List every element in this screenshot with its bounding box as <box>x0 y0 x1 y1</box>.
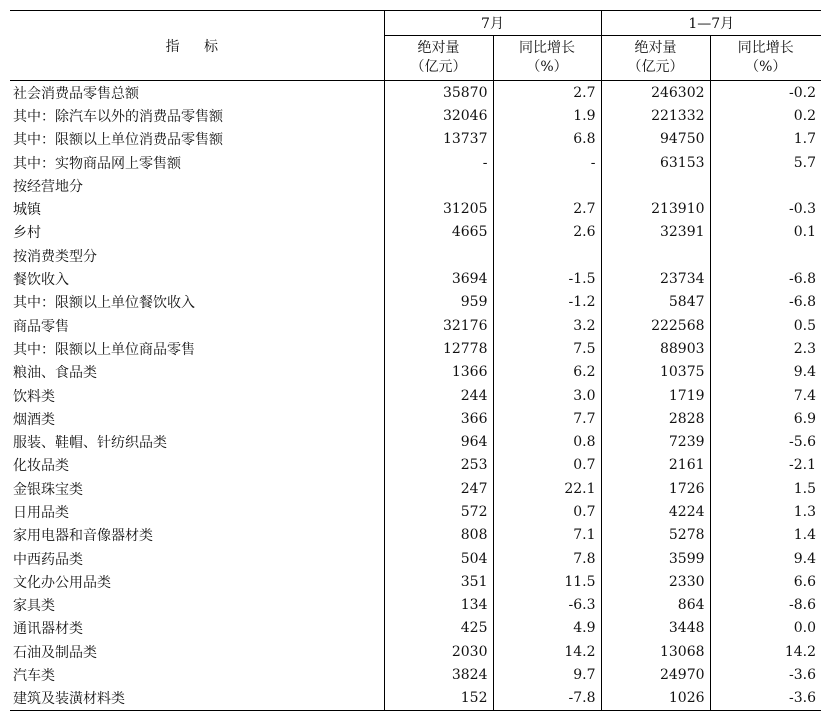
cell-growth-jan-july: -0.2 <box>710 81 821 105</box>
column-header-line2: （亿元） <box>627 59 684 75</box>
table-row <box>10 384 821 407</box>
cell-absolute-july: 351 <box>384 570 493 593</box>
column-header-line2: （%） <box>526 59 568 75</box>
cell-growth-july: 7.7 <box>493 407 601 430</box>
cell-growth-jan-july: 7.4 <box>710 384 821 407</box>
cell-absolute-jan-july: 2330 <box>601 570 710 593</box>
row-label: 家用电器和音像器材类 <box>13 528 153 545</box>
table-row <box>10 594 821 617</box>
cell-absolute-jan-july: 2161 <box>601 454 710 477</box>
row-label: 其中：限额以上单位商品零售 <box>13 341 195 358</box>
cell-growth-july: 11.5 <box>493 570 601 593</box>
cell-growth-july <box>493 244 601 267</box>
table-row <box>10 267 821 290</box>
cell-absolute-july: 12778 <box>384 337 493 360</box>
table-row <box>10 197 821 220</box>
cell-absolute-jan-july: 5278 <box>601 524 710 547</box>
cell-absolute-jan-july: 213910 <box>601 197 710 220</box>
cell-growth-july: -7.8 <box>493 687 601 711</box>
row-label: 日用品类 <box>13 504 69 521</box>
cell-absolute-july: 152 <box>384 687 493 711</box>
cell-absolute-jan-july: 23734 <box>601 267 710 290</box>
cell-growth-jan-july: -5.6 <box>710 430 821 453</box>
cell-absolute-jan-july: 1026 <box>601 687 710 711</box>
cell-absolute-july: 959 <box>384 291 493 314</box>
cell-absolute-jan-july: 32391 <box>601 221 710 244</box>
cell-growth-jan-july: 1.3 <box>710 500 821 523</box>
cell-absolute-jan-july: 1726 <box>601 477 710 500</box>
cell-growth-jan-july: 1.7 <box>710 128 821 151</box>
cell-absolute-jan-july: 2828 <box>601 407 710 430</box>
row-label: 其中：实物商品网上零售额 <box>13 155 181 172</box>
row-label: 粮油、食品类 <box>13 365 97 382</box>
cell-growth-jan-july: 1.5 <box>710 477 821 500</box>
cell-absolute-july: 3694 <box>384 267 493 290</box>
cell-growth-july: 0.8 <box>493 430 601 453</box>
table-row <box>10 361 821 384</box>
cell-growth-jan-july: 5.7 <box>710 151 821 174</box>
cell-absolute-jan-july <box>601 174 710 197</box>
cell-growth-july: 2.6 <box>493 221 601 244</box>
cell-growth-jan-july: -0.3 <box>710 197 821 220</box>
table-row <box>10 128 821 151</box>
cell-absolute-jan-july: 88903 <box>601 337 710 360</box>
column-header-line1: 同比增长 <box>519 40 575 56</box>
cell-absolute-jan-july: 7239 <box>601 430 710 453</box>
row-label: 饮料类 <box>13 388 55 405</box>
row-label: 家具类 <box>13 598 55 615</box>
cell-absolute-july: 4665 <box>384 221 493 244</box>
table-row <box>10 221 821 244</box>
cell-absolute-july: 244 <box>384 384 493 407</box>
cell-absolute-july: 425 <box>384 617 493 640</box>
cell-absolute-july <box>384 174 493 197</box>
cell-absolute-jan-july: 3448 <box>601 617 710 640</box>
cell-growth-jan-july: 0.1 <box>710 221 821 244</box>
cell-growth-jan-july: -8.6 <box>710 594 821 617</box>
cell-growth-july: 7.5 <box>493 337 601 360</box>
row-label: 中西药品类 <box>13 551 83 568</box>
cell-growth-jan-july: 2.3 <box>710 337 821 360</box>
retail-sales-table <box>10 10 821 711</box>
cell-growth-july: 0.7 <box>493 454 601 477</box>
column-header-line1: 绝对量 <box>634 40 677 56</box>
cell-absolute-july: 35870 <box>384 81 493 105</box>
cell-absolute-july: 32046 <box>384 104 493 127</box>
table-row <box>10 151 821 174</box>
row-label: 按经营地分 <box>13 178 83 195</box>
row-label: 化妆品类 <box>13 458 69 475</box>
cell-growth-july: -1.2 <box>493 291 601 314</box>
cell-growth-july <box>493 174 601 197</box>
cell-absolute-jan-july: 5847 <box>601 291 710 314</box>
cell-absolute-july: 247 <box>384 477 493 500</box>
cell-absolute-july <box>384 244 493 267</box>
cell-absolute-jan-july: 94750 <box>601 128 710 151</box>
cell-growth-jan-july: 6.6 <box>710 570 821 593</box>
period-header-jan-july: 1—7月 <box>601 11 821 36</box>
table-row <box>10 244 821 267</box>
table-row <box>10 524 821 547</box>
cell-absolute-jan-july: 1719 <box>601 384 710 407</box>
table-row <box>10 454 821 477</box>
cell-growth-jan-july: 0.2 <box>710 104 821 127</box>
cell-absolute-july: 2030 <box>384 640 493 663</box>
cell-growth-july: 4.9 <box>493 617 601 640</box>
column-header-line2: （%） <box>745 59 787 75</box>
row-label: 社会消费品零售总额 <box>13 85 139 102</box>
cell-absolute-july: 13737 <box>384 128 493 151</box>
row-label: 其中：限额以上单位消费品零售额 <box>13 132 223 149</box>
table-row <box>10 104 821 127</box>
indicator-header: 指 标 <box>10 11 384 81</box>
cell-growth-jan-july: -3.6 <box>710 663 821 686</box>
cell-growth-july: 2.7 <box>493 197 601 220</box>
row-label: 按消费类型分 <box>13 248 97 265</box>
cell-growth-july: 6.8 <box>493 128 601 151</box>
cell-absolute-july: 366 <box>384 407 493 430</box>
table-row <box>10 617 821 640</box>
table-row <box>10 174 821 197</box>
cell-absolute-jan-july <box>601 244 710 267</box>
cell-absolute-jan-july: 24970 <box>601 663 710 686</box>
row-label: 城镇 <box>13 202 41 219</box>
column-header-line1: 同比增长 <box>737 40 794 56</box>
cell-growth-july: 3.2 <box>493 314 601 337</box>
table-row <box>10 663 821 686</box>
cell-growth-july: 6.2 <box>493 361 601 384</box>
cell-growth-july: 14.2 <box>493 640 601 663</box>
cell-growth-jan-july: 9.4 <box>710 547 821 570</box>
cell-absolute-july: 253 <box>384 454 493 477</box>
table-row <box>10 477 821 500</box>
column-header-absolute-july <box>384 36 493 81</box>
period-header-july: 7月 <box>384 11 601 36</box>
column-header-absolute-jan-july <box>601 36 710 81</box>
row-label: 服装、鞋帽、针纺织品类 <box>13 435 167 452</box>
cell-absolute-jan-july: 222568 <box>601 314 710 337</box>
table-body <box>10 81 821 711</box>
cell-absolute-jan-july: 63153 <box>601 151 710 174</box>
row-label: 烟酒类 <box>13 411 55 428</box>
table-row <box>10 407 821 430</box>
row-label: 建筑及装潢材料类 <box>10 687 384 711</box>
cell-growth-jan-july: 14.2 <box>710 640 821 663</box>
cell-growth-jan-july: -6.8 <box>710 291 821 314</box>
cell-growth-july: -1.5 <box>493 267 601 290</box>
table-row <box>10 314 821 337</box>
cell-growth-july: 22.1 <box>493 477 601 500</box>
cell-growth-july: 3.0 <box>493 384 601 407</box>
cell-growth-july: 1.9 <box>493 104 601 127</box>
row-label: 餐饮收入 <box>13 272 69 289</box>
cell-growth-july: -6.3 <box>493 594 601 617</box>
cell-growth-jan-july <box>710 174 821 197</box>
row-label: 其中：限额以上单位餐饮收入 <box>13 295 195 312</box>
cell-absolute-july: - <box>384 151 493 174</box>
cell-growth-jan-july: 1.4 <box>710 524 821 547</box>
table-row <box>10 547 821 570</box>
table-row <box>10 430 821 453</box>
table-row <box>10 337 821 360</box>
table-row <box>10 291 821 314</box>
cell-absolute-jan-july: 13068 <box>601 640 710 663</box>
table-row <box>10 570 821 593</box>
cell-growth-jan-july: 9.4 <box>710 361 821 384</box>
cell-growth-jan-july: -3.6 <box>710 687 821 711</box>
cell-absolute-jan-july: 864 <box>601 594 710 617</box>
row-label: 其中：除汽车以外的消费品零售额 <box>13 108 223 125</box>
column-header-line1: 绝对量 <box>417 40 460 56</box>
cell-growth-jan-july: -6.8 <box>710 267 821 290</box>
cell-absolute-july: 31205 <box>384 197 493 220</box>
table-header <box>10 11 821 81</box>
row-label: 石油及制品类 <box>13 644 97 661</box>
row-label: 金银珠宝类 <box>13 481 83 498</box>
row-label: 文化办公用品类 <box>13 574 111 591</box>
cell-growth-july: 9.7 <box>493 663 601 686</box>
cell-absolute-july: 3824 <box>384 663 493 686</box>
cell-absolute-july: 134 <box>384 594 493 617</box>
cell-growth-jan-july: 6.9 <box>710 407 821 430</box>
row-label: 商品零售 <box>13 318 69 335</box>
cell-growth-jan-july: 0.0 <box>710 617 821 640</box>
cell-growth-july: 0.7 <box>493 500 601 523</box>
cell-absolute-jan-july: 221332 <box>601 104 710 127</box>
cell-absolute-jan-july: 4224 <box>601 500 710 523</box>
table-row <box>10 500 821 523</box>
table-row <box>10 81 821 105</box>
cell-growth-jan-july: -2.1 <box>710 454 821 477</box>
table-row <box>10 687 821 711</box>
cell-absolute-july: 808 <box>384 524 493 547</box>
cell-growth-july: 7.8 <box>493 547 601 570</box>
cell-absolute-july: 964 <box>384 430 493 453</box>
row-label: 乡村 <box>13 225 41 242</box>
cell-absolute-jan-july: 246302 <box>601 81 710 105</box>
table-row <box>10 640 821 663</box>
cell-absolute-jan-july: 10375 <box>601 361 710 384</box>
cell-growth-july: - <box>493 151 601 174</box>
cell-growth-july: 7.1 <box>493 524 601 547</box>
cell-absolute-july: 32176 <box>384 314 493 337</box>
column-header-line2: （亿元） <box>410 59 467 75</box>
cell-absolute-july: 572 <box>384 500 493 523</box>
cell-growth-july: 2.7 <box>493 81 601 105</box>
cell-growth-jan-july: 0.5 <box>710 314 821 337</box>
cell-absolute-july: 1366 <box>384 361 493 384</box>
cell-growth-jan-july <box>710 244 821 267</box>
column-header-growth-jan-july <box>710 36 821 81</box>
cell-absolute-jan-july: 3599 <box>601 547 710 570</box>
row-label: 通讯器材类 <box>13 621 83 638</box>
cell-absolute-july: 504 <box>384 547 493 570</box>
retail-sales-table-container <box>10 10 821 711</box>
row-label: 汽车类 <box>13 668 55 685</box>
column-header-growth-july <box>493 36 601 81</box>
